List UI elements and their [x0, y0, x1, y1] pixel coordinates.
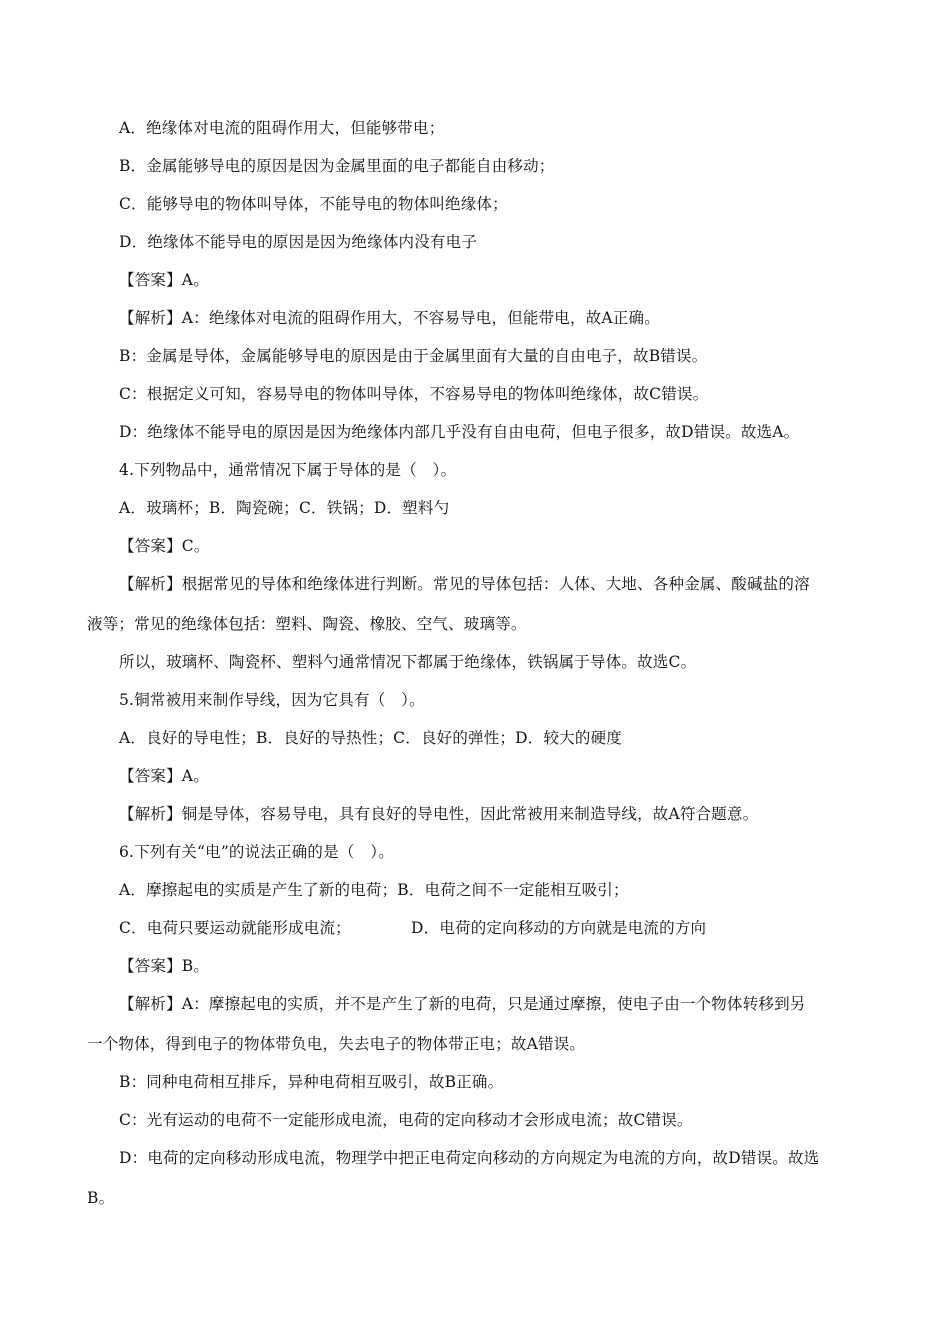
- q3-option-b: B．金属能够导电的原因是因为金属里面的电子都能自由移动；: [119, 157, 555, 175]
- q3-analysis-a: 【解析】A：绝缘体对电流的阻碍作用大，不容易导电，但能带电，故A正确。: [119, 309, 660, 327]
- q3-analysis-b: B：金属是导体，金属能够导电的原因是由于金属里面有大量的自由电子，故B错误。: [119, 347, 708, 365]
- q4-answer: 【答案】C。: [119, 537, 210, 555]
- q6-analysis-d: D：电荷的定向移动形成电流，物理学中把正电荷定向移动的方向规定为电流的方向，故D错误。故选: [119, 1149, 820, 1167]
- q6-question: 6.下列有关“电”的说法正确的是（ ）。: [119, 843, 394, 861]
- q3-option-c: C．能够导电的物体叫导体，不能导电的物体叫绝缘体；: [119, 195, 508, 213]
- q6-option-c: C．电荷只要运动就能形成电流；: [119, 919, 351, 937]
- q5-answer: 【答案】A。: [119, 767, 209, 785]
- q3-option-a: A．绝缘体对电流的阻碍作用大，但能够带电；: [119, 119, 445, 137]
- q5-analysis: 【解析】铜是导体，容易导电，具有良好的导电性，因此常被用来制造导线，故A符合题意。: [119, 805, 759, 823]
- q6-options-ab: A．摩擦起电的实质是产生了新的电荷；B．电荷之间不一定能相互吸引；: [119, 881, 629, 899]
- q6-answer: 【答案】B。: [119, 957, 210, 975]
- q5-question: 5.铜常被用来制作导线，因为它具有（ ）。: [119, 691, 425, 709]
- q6-option-d: D．电荷的定向移动的方向就是电流的方向: [411, 919, 707, 937]
- q3-analysis-d: D：绝缘体不能导电的原因是因为绝缘体内部几乎没有自由电荷，但电子很多，故D错误。故选A。: [119, 423, 800, 441]
- q6-analysis-d-cont: B。: [87, 1189, 115, 1207]
- q4-question: 4.下列物品中，通常情况下属于导体的是（ ）。: [119, 461, 457, 479]
- q6-analysis-b: B：同种电荷相互排斥，异种电荷相互吸引，故B正确。: [119, 1073, 504, 1091]
- q6-analysis-line1: 【解析】A：摩擦起电的实质，并不是产生了新的电荷，只是通过摩擦，使电子由一个物体转移到另: [119, 995, 806, 1013]
- q3-option-d: D．绝缘体不能导电的原因是因为绝缘体内没有电子: [119, 233, 478, 251]
- q4-analysis-line1: 【解析】根据常见的导体和绝缘体进行判断。常见的导体包括：人体、大地、各种金属、酸碱盐的溶: [119, 575, 810, 593]
- q4-analysis-line2: 液等；常见的绝缘体包括：塑料、陶瓷、橡胶、空气、玻璃等。: [87, 615, 527, 633]
- q4-options: A．玻璃杯；B．陶瓷碗；C．铁锅；D．塑料勺: [119, 499, 450, 517]
- q3-answer: 【答案】A。: [119, 271, 209, 289]
- q4-analysis-line3: 所以，玻璃杯、陶瓷杯、塑料勺通常情况下都属于绝缘体，铁锅属于导体。故选C。: [119, 653, 697, 671]
- q6-analysis-c: C：光有运动的电荷不一定能形成电流，电荷的定向移动才会形成电流；故C错误。: [119, 1111, 693, 1129]
- q6-analysis-line2: 一个物体，得到电子的物体带负电，失去电子的物体带正电；故A错误。: [87, 1035, 586, 1053]
- q3-analysis-c: C：根据定义可知，容易导电的物体叫导体，不容易导电的物体叫绝缘体，故C错误。: [119, 385, 709, 403]
- q5-options: A．良好的导电性；B．良好的导热性；C．良好的弹性；D．较大的硬度: [119, 729, 622, 747]
